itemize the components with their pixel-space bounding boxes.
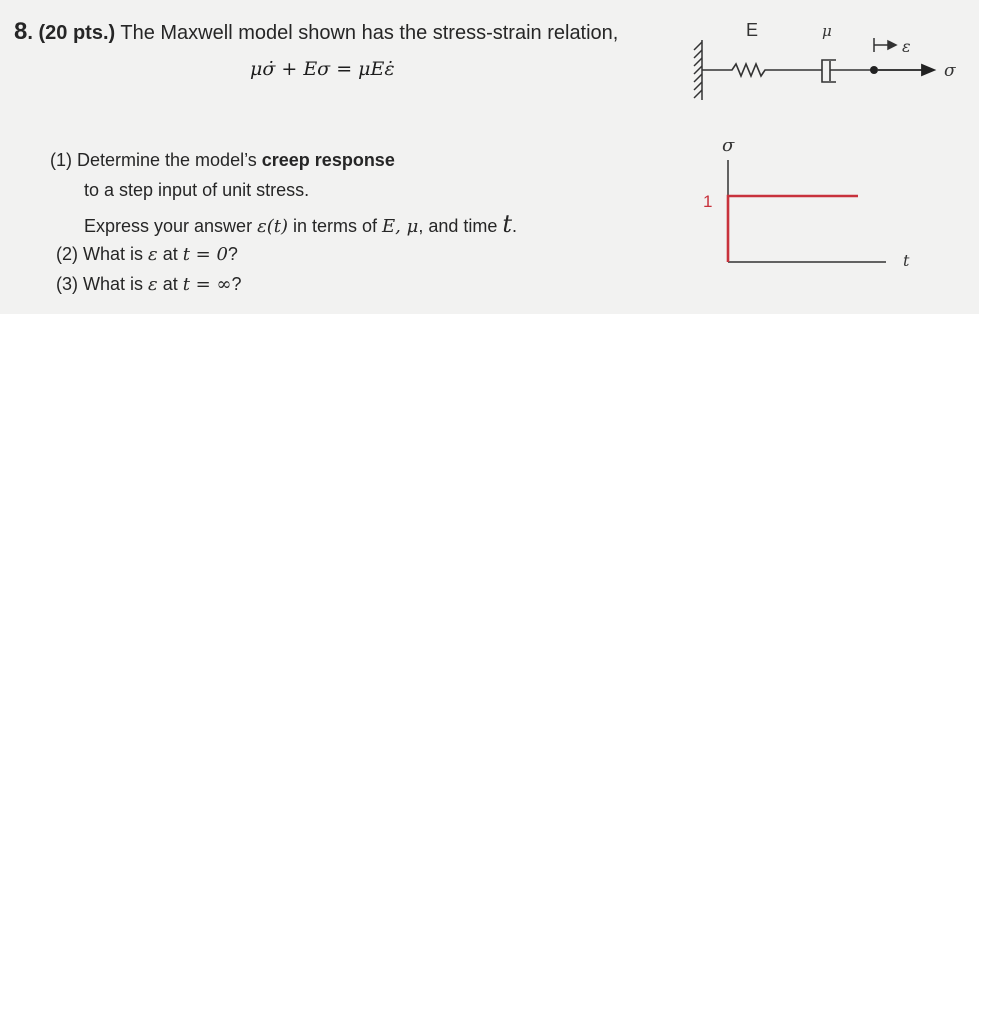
damper-label: μ — [822, 22, 832, 40]
question-1: (1) Determine the model’s creep response — [50, 150, 395, 170]
question-3: (3) What is ε at t = ∞? — [56, 274, 242, 295]
stress-label: σ — [944, 61, 956, 81]
problem-statement: The Maxwell model shown has the stress-strain relation, — [120, 22, 619, 44]
y-axis-label: σ — [722, 135, 735, 156]
step-input-plot — [703, 135, 910, 270]
problem-number: 8 — [14, 18, 28, 45]
stress-strain-equation: μσ̇ + Eσ = μEε̇ — [250, 58, 395, 80]
creep-response-emphasis: creep response — [261, 150, 395, 170]
x-axis-label: t — [903, 251, 910, 270]
strain-label: ε — [902, 37, 911, 56]
step-series-line — [728, 196, 858, 262]
question-2: (2) What is ε at t = 0? — [56, 244, 238, 265]
fixed-wall — [694, 40, 702, 100]
spring — [702, 64, 822, 76]
problem-points: . (20 pts.) — [27, 22, 116, 44]
spring-label: E — [746, 20, 759, 40]
end-node — [870, 66, 878, 74]
y-tick-label-1: 1 — [703, 192, 713, 211]
stress-arrow — [878, 65, 934, 75]
maxwell-model-diagram — [0, 0, 984, 320]
strain-arrow — [874, 38, 896, 52]
question-1-line-2: to a step input of unit stress. — [84, 180, 310, 200]
damper — [822, 60, 874, 82]
question-1-line-3: Express your answer ε(t) in terms of E, μ, and time t. — [84, 210, 518, 238]
